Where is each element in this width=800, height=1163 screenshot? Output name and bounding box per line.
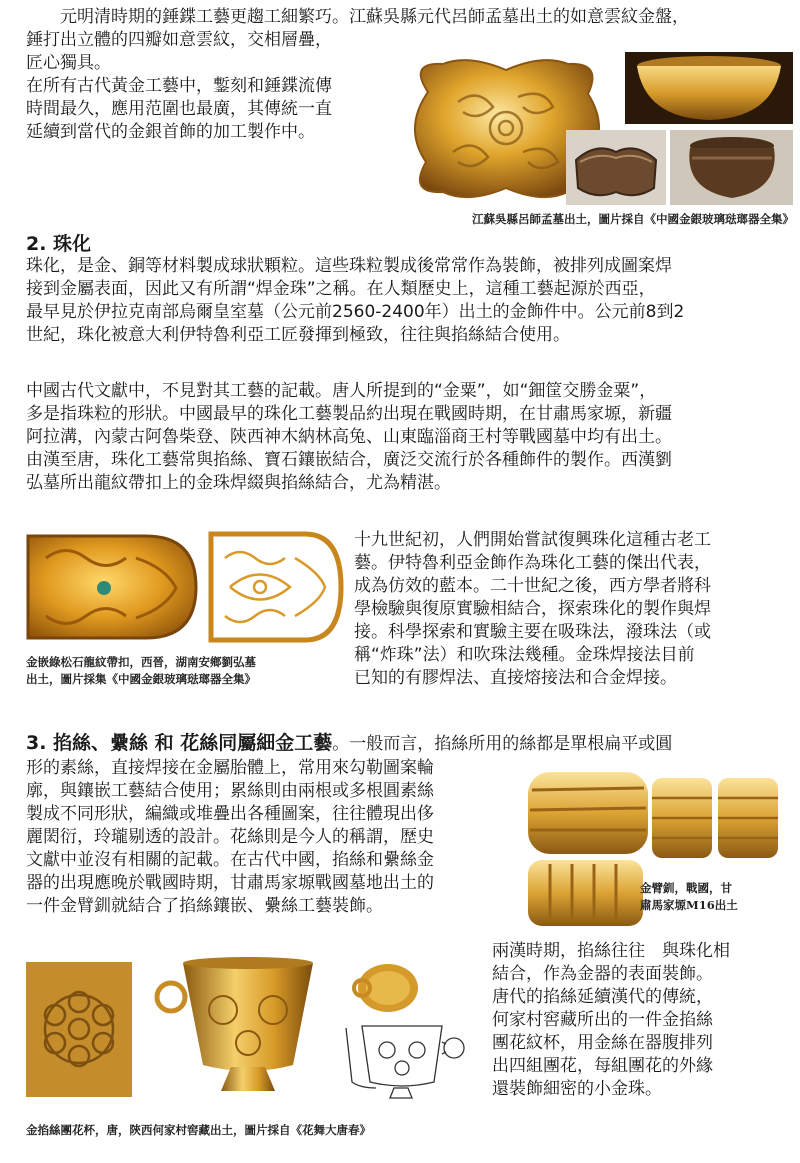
gold-cup-photo <box>143 955 331 1097</box>
covered-jar-photo <box>670 130 793 205</box>
text-line: 學檢驗與復原實驗相結合，探索珠化的製作與焊 <box>354 599 711 619</box>
text-line: 最早見於伊拉克南部烏爾皇室墓（公元前2560-2400年）出土的金飾件中。公元前8到2 <box>26 302 685 322</box>
caption-line: 肅馬家塬M16出土 <box>640 898 738 912</box>
text-line: 結合，作為金器的表面裝飾。 <box>492 964 713 984</box>
armlet-caption <box>640 880 790 914</box>
intro-paragraph <box>26 29 396 144</box>
caption-line: 出土，圖片採集《中國金銀玻璃琺瑯器全集》 <box>26 672 256 686</box>
text-line: 阿拉溝，內蒙古阿魯柴登、陝西神木納林高兔、山東臨淄商王村等戰國墓中均有出土。 <box>26 427 672 447</box>
section-3-heading-line <box>26 732 796 756</box>
text-line: 團花紋杯，用金絲在器腹排列 <box>492 1033 713 1053</box>
text-line: 形的素絲，直接焊接在金屬胎體上，常用來勾勒圖案輪 <box>26 758 434 778</box>
cup-top-view-photo <box>342 958 434 1018</box>
section-3-paragraph-1 <box>26 757 516 918</box>
text-line: 中國古代文獻中，不見對其工藝的記載。唐人所提到的“金粟”，如“鈿筐交勝金粟”， <box>26 381 657 401</box>
text-line: 成為仿效的藍本。二十世紀之後，西方學者將科 <box>354 576 711 596</box>
text-line: 珠化，是金、銅等材料製成球狀顆粒。這些珠粒製成後常常作為裝飾，被排列成圖案焊 <box>26 256 672 276</box>
text-line: 錘打出立體的四瓣如意雲紋，交相層疊， <box>26 30 332 50</box>
text-line: 稱“炸珠”法）和吹珠法幾種。金珠焊接法目前 <box>354 645 695 665</box>
text-line: 製成不同形狀，編織或堆疊出各種圖案，往往體現出侈 <box>26 804 434 824</box>
intro-photo-caption: 江蘇吳縣呂師孟墓出土，圖片採自《中國金銀玻璃琺瑯器全集》 <box>472 212 794 226</box>
text-line: 十九世紀初，人們開始嘗試復興珠化這種古老工 <box>354 530 711 550</box>
text-line: 文獻中並沒有相關的記載。在古代中國，掐絲和纍絲金 <box>26 850 434 870</box>
text-line: 匠心獨具。 <box>26 53 111 73</box>
openwork-buckle-photo <box>205 528 345 646</box>
text-line: 藝。伊特魯利亞金飾作為珠化工藝的傑出代表， <box>354 553 711 573</box>
section-2-paragraph-1 <box>26 255 796 347</box>
text-line: 弘墓所出龍紋帶扣上的金珠焊綴與掐絲結合，尤為精湛。 <box>26 473 451 493</box>
intro-first-line: 元明清時期的錘鍱工藝更趨工細繁巧。江蘇吳縣元代呂師孟墓出土的如意雲紋金盤， <box>60 7 689 27</box>
text-line: 接到金屬表面，因此又有所謂“焊金珠”之稱。在人類歷史上，這種工藝起源於西亞， <box>26 279 656 299</box>
text-line: 世紀，珠化被意大利伊特魯利亞工匠發揮到極致，往往與掐絲結合使用。 <box>26 325 570 345</box>
cup-line-drawing <box>342 1022 470 1100</box>
text-line: 延續到當代的金銀首飾的加工製作中。 <box>26 122 315 142</box>
caption-line: 金臂釧，戰國，甘 <box>640 881 732 895</box>
caption-line: 金嵌綠松石龍紋帶扣，西晉，湖南安鄉劉弘墓 <box>26 655 256 669</box>
section-3-heading: 3. 掐絲、纍絲 和 花絲同屬細金工藝 <box>26 732 333 754</box>
text-line: 接。科學探索和實驗主要在吸珠法，潑珠法（或 <box>354 622 711 642</box>
section-2-paragraph-2 <box>26 380 796 495</box>
text-line: 還裝飾細密的小金珠。 <box>492 1079 662 1099</box>
gold-bowl-photo <box>625 52 793 124</box>
section-3-paragraph-2 <box>492 940 797 1101</box>
text-line: 出四組團花，每組團花的外緣 <box>492 1056 713 1076</box>
text-line: 何家村窖藏所出的一件金掐絲 <box>492 1010 713 1030</box>
section-3-heading-rest: 。一般而言，掐絲所用的絲都是單根扁平或圓 <box>332 734 673 754</box>
buckle-photo <box>26 528 198 646</box>
text-line: 兩漢時期，掐絲往往 與珠化相 <box>492 941 730 961</box>
section-2-heading: 2. 珠化 <box>26 233 92 255</box>
text-line: 一件金臂釧就結合了掐絲鑲嵌、纍絲工藝裝飾。 <box>26 896 383 916</box>
text-line: 唐代的掐絲延續漢代的傳統， <box>492 987 713 1007</box>
lobed-box-photo <box>566 130 666 205</box>
text-line: 多是指珠粒的形狀。中國最早的珠化工藝製品約出現在戰國時期，在甘肅馬家塬，新疆 <box>26 404 672 424</box>
text-line: 在所有古代黃金工藝中，鏨刻和錘鍱流傳 <box>26 76 332 96</box>
text-line: 已知的有膠焊法、直接熔接法和合金焊接。 <box>354 668 677 688</box>
text-line: 麗閎衍，玲瓏剔透的設計。花絲則是今人的稱謂，歷史 <box>26 827 434 847</box>
buckle-caption <box>26 654 346 688</box>
text-line: 由漢至唐，珠化工藝常與掐絲、寶石鑲嵌結合，廣泛交流行於各種飾件的製作。西漢劉 <box>26 450 672 470</box>
cup-caption: 金掐絲團花杯，唐，陝西何家村窖藏出土，圖片採自《花舞大唐春》 <box>26 1123 371 1137</box>
text-line: 廓，與鑲嵌工藝結合使用；累絲則由兩根或多根圓素絲 <box>26 781 434 801</box>
text-line: 器的出現應晚於戰國時期，甘肅馬家塬戰國墓地出土的 <box>26 873 434 893</box>
text-line: 時間最久，應用范圍也最廣，其傳統一直 <box>26 99 332 119</box>
section-2-paragraph-3 <box>354 529 794 690</box>
rosette-detail-photo <box>26 962 132 1097</box>
